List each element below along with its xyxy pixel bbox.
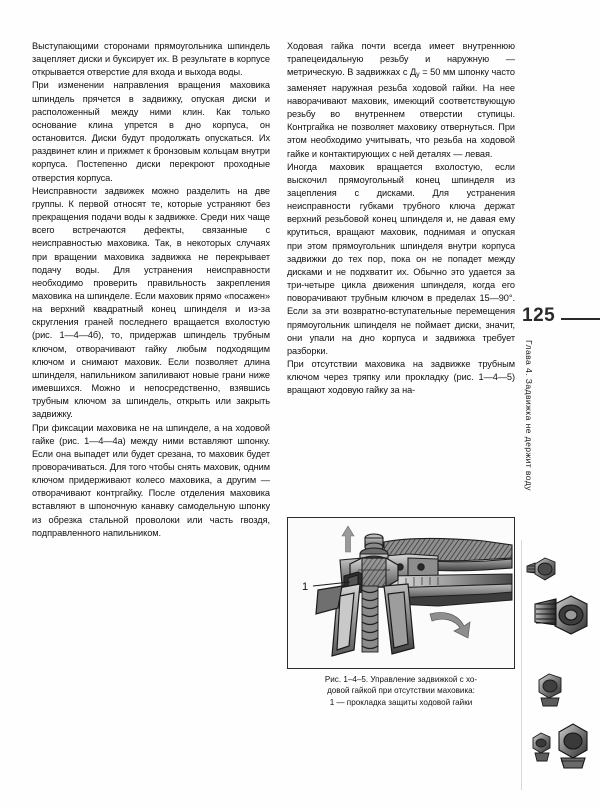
paragraph: Неисправности задвижек можно разделить на две группы. К первой относят те, которые устраняют без прекращения подачи воды к задвижке. Среди них чаще всего встречаются дефекты, связанные с неисправностью маховика. Так, в некоторых случаях при вращении маховика задвижка не перекрывает подачу воды. Для устранения неисправности необходимо проверить правильность закрепления маховика на шпинделе. Если маховик прямо «посажен» на верхний квадратный конец шпинделя и из-за скругления граней последнего вращается вхолостую (рис. 1—4—4б), то, придержав шпиндель трубным ключом, отворачивают гайку любым подходящим ключом и снимают маховик. Если позволяет длина шпинделя, напильником запиливают новые грани ниже имевшихся. Можно и непосредственно, взявшись трубным ключом за шпиндель, открыть или закрыть задвижку. bbox=[32, 185, 270, 420]
figure-caption-line: 1 — прокладка защиты ходовой гайки bbox=[329, 697, 473, 707]
nut-small-icon bbox=[539, 674, 561, 706]
paragraph bbox=[287, 40, 515, 161]
running-head-chapter-title: Глава 4. Задвижка не держит воду bbox=[524, 340, 534, 491]
figure-caption bbox=[287, 674, 515, 708]
figure-frame bbox=[287, 517, 515, 669]
nut-hex-large-icon bbox=[559, 724, 587, 768]
paragraph-text-part-a: Ходовая гайка почти всегда имеет внутреннюю трапецеидальную резьбу и наружную — метрическую. В задвижках с Д bbox=[287, 41, 515, 78]
hardware-illustrations bbox=[525, 552, 595, 802]
paragraph-text-part-b: = 50 мм шпонку часто заменяет наружная резьба ходовой гайки. На нее наворачивают маховик, имеющий соответствующую резьбу во внутреннем отверстии ступицы. Контргайка не позволяет маховику отвернуться. При этом необходимо учитывать, что резьба на ходовой гайке и контактирующих с ней деталях — левая. bbox=[287, 67, 515, 159]
paragraph: Иногда маховик вращается вхолостую, если выскочил прямоугольный конец шпинделя из зацепления с дисками. Для устранения неисправности губками трубного ключа держат верхний резьбовой конец шпинделя и, не давая ему крутиться, вращают маховик, поднимая и опуская при этом прямоугольник шпинделя внутри корпуса задвижки до тех пор, пока он не попадет между дисками и не подхватит их. Обычно это удается за три-четыре цикла движения шпинделя, когда его поворачивают трубным ключом в пределах 15—90°. Если за эти возвратно-вступательные перемещения прямоугольник шпинделя не поймает диски, значит, они упали на дно корпуса и задвижка требует разборки. bbox=[287, 161, 515, 356]
subscript-u: у bbox=[416, 71, 420, 79]
paragraph: При изменении направления вращения маховика шпиндель прячется в задвижку, опуская диски и расположенный между ними клин. Как только основание клина упрется в дно корпуса, он остановится. Диски будут продолжать опускаться. Их раздвинет клин и прижмет к бронзовым кольцам внутри корпуса. Постепенно диски перекроют проходные отверстия корпуса. bbox=[32, 80, 270, 183]
bolt-large-icon bbox=[535, 596, 587, 634]
decorative-hardware-column bbox=[525, 552, 595, 802]
figure-caption-line: довой гайкой при отсутствии маховика: bbox=[327, 686, 475, 696]
paragraph: При фиксации маховика не на шпинделе, а на ходовой гайке (рис. 1—4—4а) между ними вставляют шпонку. Если она выпадет или будет срезана, то маховик будет проворачиваться. Для того чтобы снять маховик, одним ключом придерживают колесо маховика, а другим — отворачивают контргайку. После отделения маховика вставляют в шпоночную канавку самодельную шпонку из обрезка стальной проволоки или часть гвоздя, подправленного напильником. bbox=[32, 422, 270, 538]
margin-rule bbox=[521, 540, 522, 790]
figure-block bbox=[287, 517, 515, 708]
bolt-small-top-icon bbox=[527, 558, 555, 580]
nut-tiny-icon bbox=[533, 733, 550, 761]
paragraph: При отсутствии маховика на задвижке трубным ключом через тряпку или прокладку (рис. 1—4—5) вращают ходовую гайку за на- bbox=[287, 359, 515, 396]
page-number-rule bbox=[561, 318, 600, 320]
left-text-column bbox=[32, 40, 270, 540]
paragraph: Выступающими сторонами прямоугольника шпиндель зацепляет диски и буксирует их. В результате в корпусе открывается отверстие для входа и выхода воды. bbox=[32, 41, 270, 78]
page-number: 125 bbox=[522, 305, 556, 326]
figure-callout-label: 1 bbox=[302, 581, 309, 593]
figure-caption-line: Рис. 1–4–5. Управление задвижкой с хо- bbox=[324, 675, 478, 684]
threaded-spindle bbox=[362, 586, 378, 652]
right-text-column bbox=[287, 40, 515, 397]
pipe-wrench-illustration bbox=[288, 518, 514, 668]
